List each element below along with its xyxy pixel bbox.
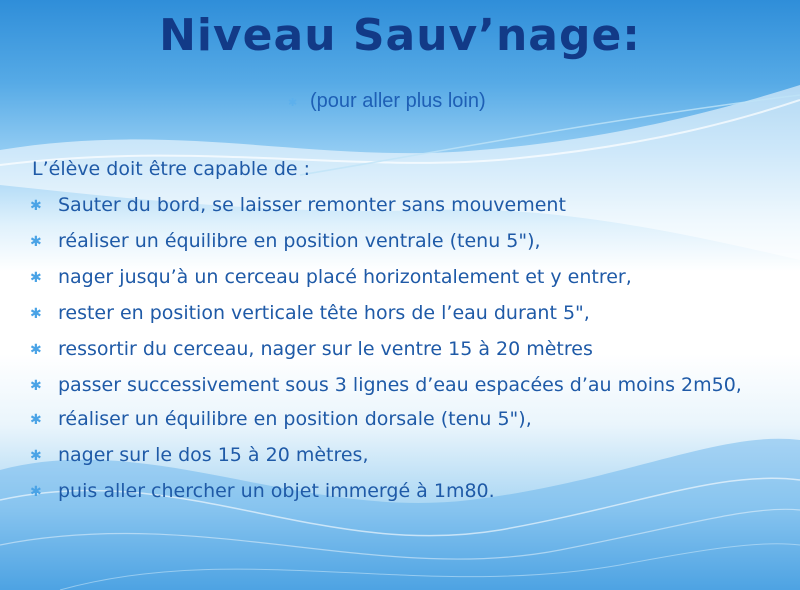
list-item-text: réaliser un équilibre en position ventrale (tenu 5"), bbox=[58, 230, 541, 252]
list-item bbox=[28, 337, 768, 361]
list-item bbox=[28, 373, 768, 397]
asterisk-bullet-icon: ✱ bbox=[288, 96, 298, 109]
asterisk-bullet-icon: ✱ bbox=[30, 448, 42, 464]
asterisk-bullet-icon: ✱ bbox=[30, 412, 42, 428]
list-item bbox=[28, 443, 768, 467]
list-item-text: passer successivement sous 3 lignes d’eau espacées d’au moins 2m50, bbox=[58, 374, 742, 396]
slide-title: Niveau Sauv’nage: bbox=[159, 10, 641, 61]
slide-subtitle: (pour aller plus loin) bbox=[310, 90, 486, 112]
list-item bbox=[28, 479, 768, 503]
list-item bbox=[28, 301, 768, 325]
asterisk-bullet-icon: ✱ bbox=[30, 198, 42, 214]
requirements-list bbox=[28, 193, 768, 515]
asterisk-bullet-icon: ✱ bbox=[30, 306, 42, 322]
list-item-text: nager sur le dos 15 à 20 mètres, bbox=[58, 444, 369, 466]
asterisk-bullet-icon: ✱ bbox=[30, 484, 42, 500]
list-item-text: puis aller chercher un objet immergé à 1m80. bbox=[58, 480, 495, 502]
asterisk-bullet-icon: ✱ bbox=[30, 378, 42, 394]
list-item-text: ressortir du cerceau, nager sur le ventre 15 à 20 mètres bbox=[58, 338, 593, 360]
asterisk-bullet-icon: ✱ bbox=[30, 342, 42, 358]
list-item-text: Sauter du bord, se laisser remonter sans mouvement bbox=[58, 194, 566, 216]
list-item bbox=[28, 265, 768, 289]
asterisk-bullet-icon: ✱ bbox=[30, 234, 42, 250]
list-item-text: réaliser un équilibre en position dorsale (tenu 5"), bbox=[58, 408, 532, 430]
list-item-text: rester en position verticale tête hors de l’eau durant 5", bbox=[58, 302, 590, 324]
asterisk-bullet-icon: ✱ bbox=[30, 270, 42, 286]
intro-text: L’élève doit être capable de : bbox=[32, 158, 311, 180]
list-item-text: nager jusqu’à un cerceau placé horizontalement et y entrer, bbox=[58, 266, 632, 288]
list-item bbox=[28, 229, 768, 253]
list-item bbox=[28, 407, 768, 431]
list-item bbox=[28, 193, 768, 217]
